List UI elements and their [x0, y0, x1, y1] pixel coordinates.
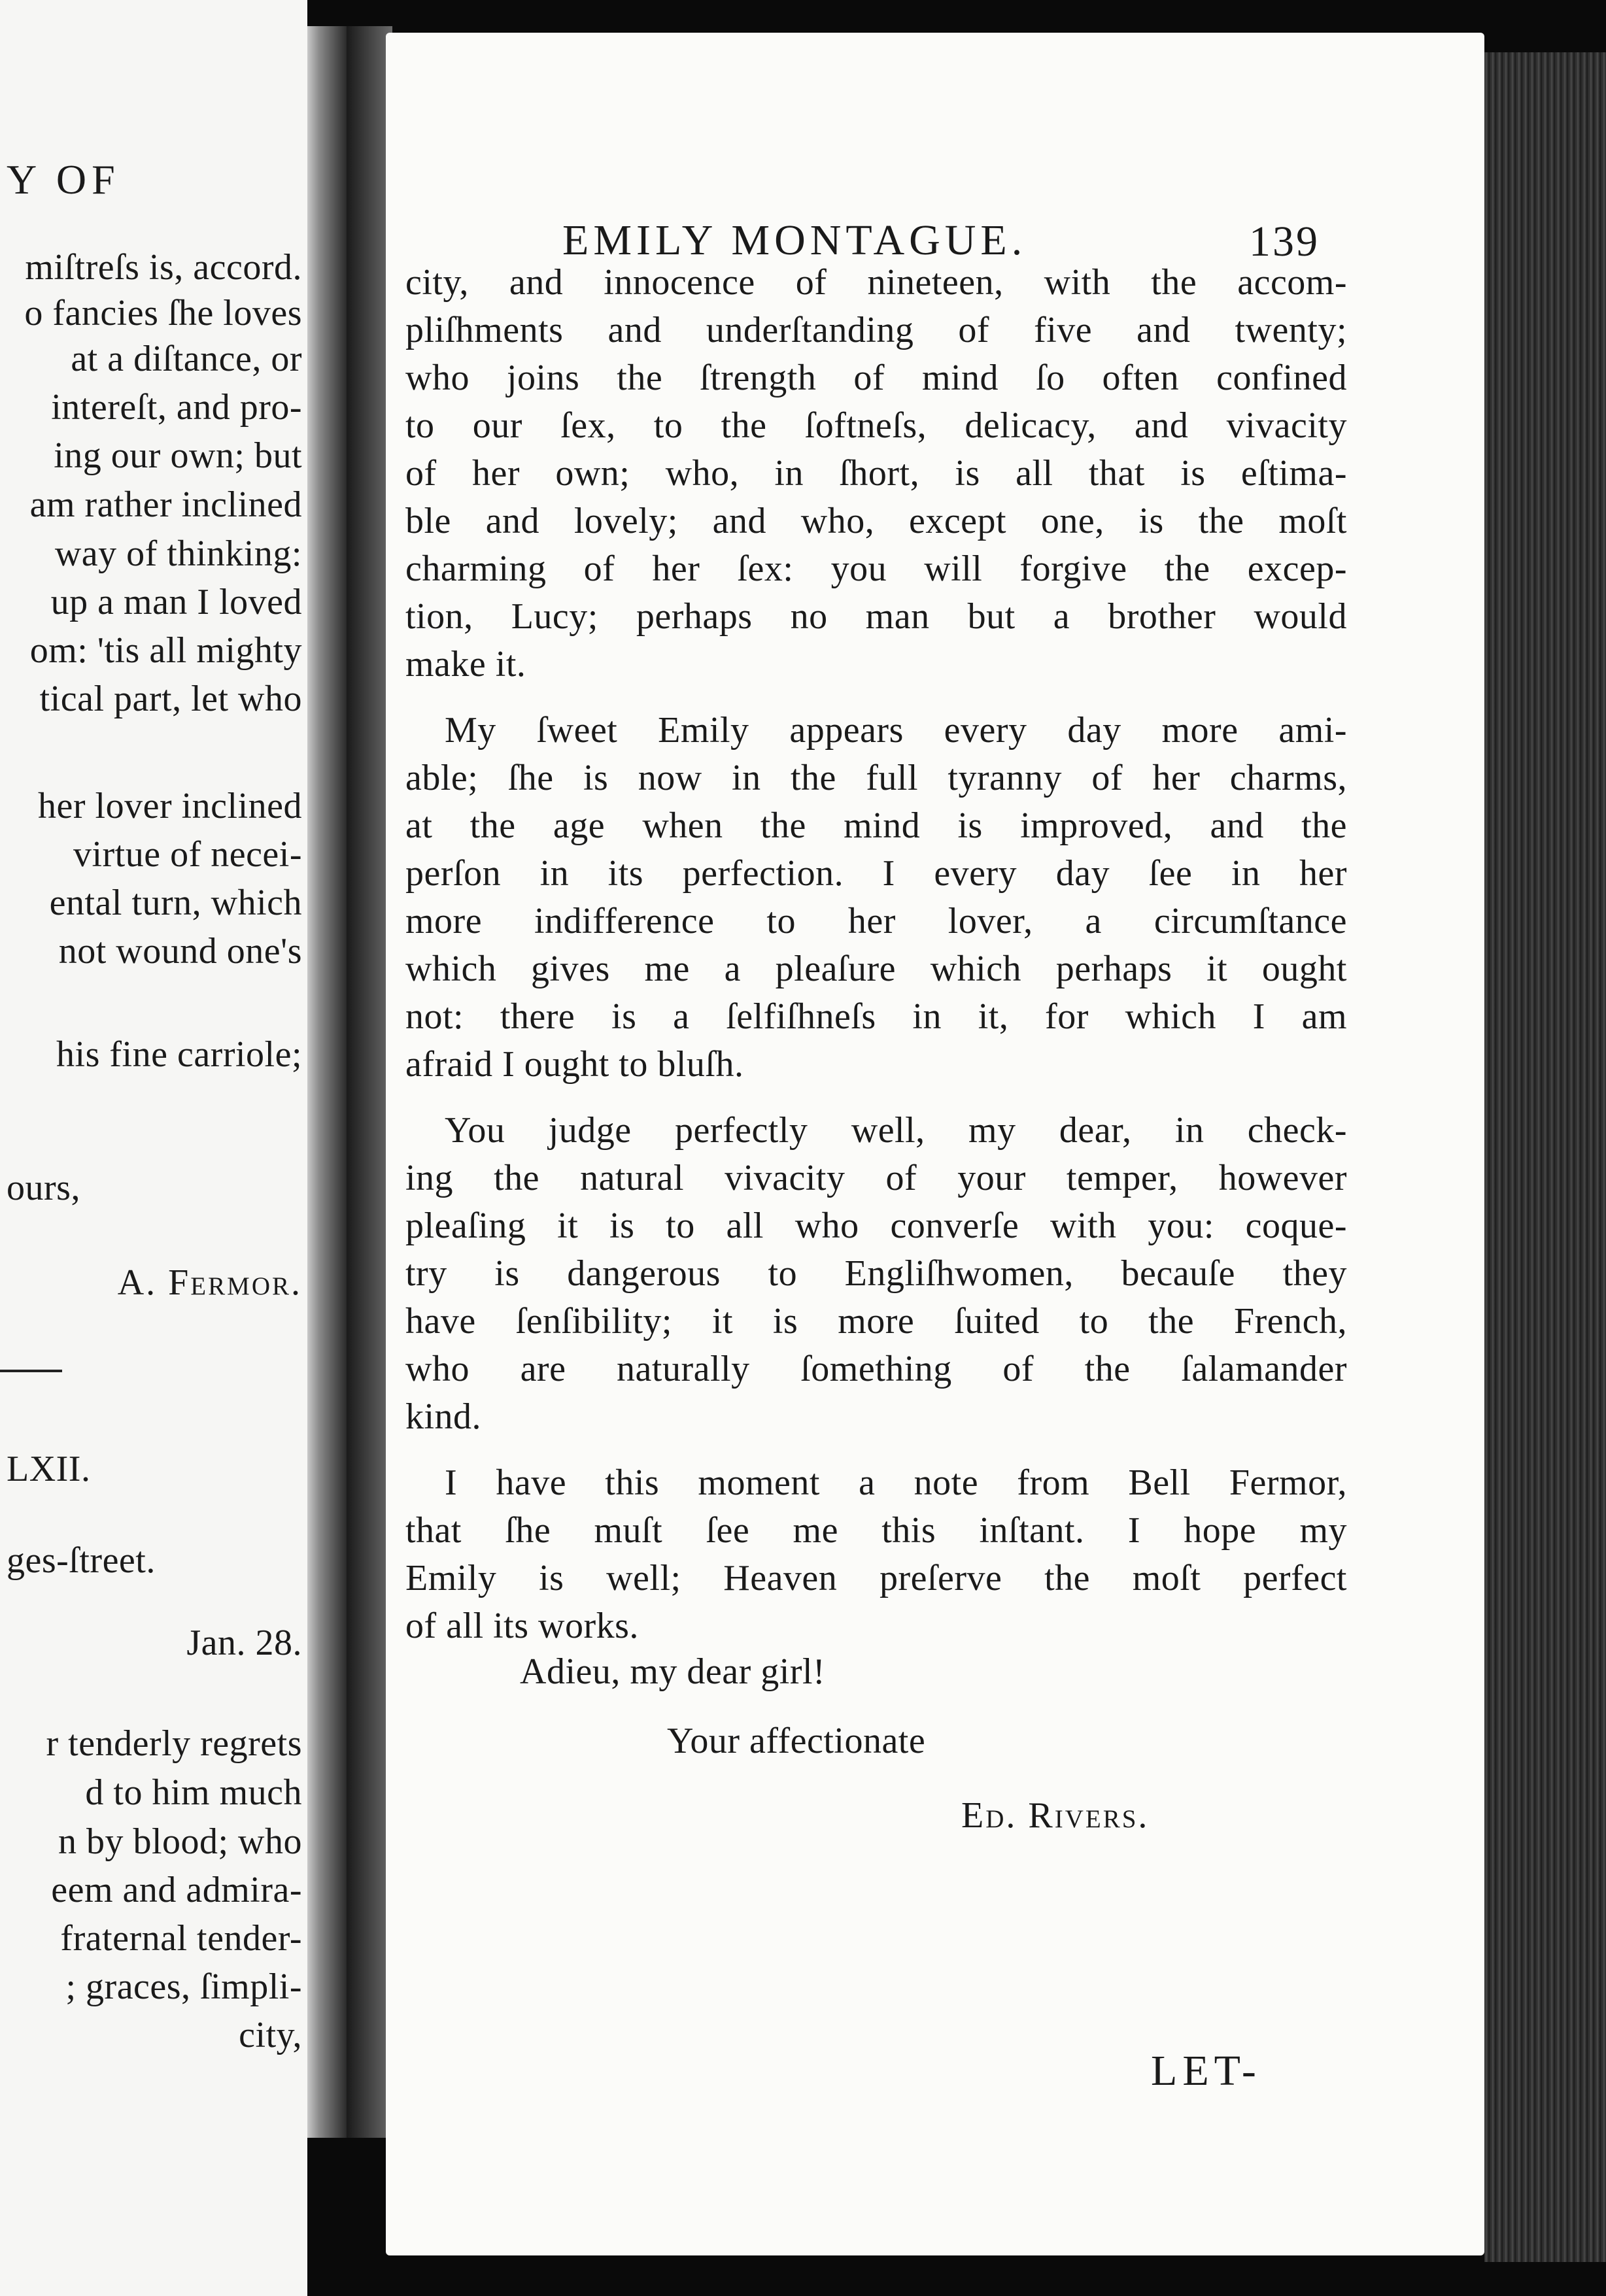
- left-date: Jan. 28.: [186, 1623, 302, 1663]
- body-line: which gives me a pleaſure which perhaps it ought: [405, 949, 1347, 989]
- page-edges: [1484, 52, 1606, 2262]
- left-line: intereſt, and pro-: [51, 387, 302, 428]
- body-line: not: there is a ſelfiſhneſs in it, for which I am: [405, 996, 1347, 1037]
- body-line: of all its works.: [405, 1606, 639, 1646]
- body-line: to our ſex, to the ſoftneſs, delicacy, and vivacity: [405, 405, 1347, 446]
- body-line: that ſhe muſt ſee me this inſtant. I hope my: [405, 1510, 1347, 1551]
- body-line: afraid I ought to bluſh.: [405, 1044, 744, 1085]
- body-line: who joins the ſtrength of mind ſo often confined: [405, 358, 1347, 398]
- body-line: who are naturally ſomething of the ſalamander: [405, 1349, 1347, 1389]
- signature: Ed. Rivers.: [961, 1795, 1150, 1836]
- body-line: more indifference to her lover, a circumſtance: [405, 901, 1347, 941]
- body-line: ble and lovely; and who, except one, is the moſt: [405, 501, 1347, 541]
- left-line: tical part, let who: [39, 679, 302, 719]
- left-line: r tenderly regrets: [46, 1723, 302, 1764]
- body-line: city, and innocence of nineteen, with the accom-: [405, 262, 1347, 303]
- book-gutter-shadow: [307, 26, 347, 2138]
- left-line: ing our own; but: [54, 435, 302, 476]
- valediction: Adieu, my dear girl!: [520, 1651, 826, 1692]
- left-line: om: 'tis all mighty: [29, 630, 302, 671]
- left-line: city,: [239, 2015, 302, 2055]
- body-line: tion, Lucy; perhaps no man but a brother would: [405, 596, 1347, 637]
- body-line: Emily is well; Heaven preſerve the moſt perfect: [405, 1558, 1347, 1598]
- catchword: LET-: [1151, 2047, 1261, 2095]
- running-head: EMILY MONTAGUE.: [562, 216, 1027, 264]
- left-line: way of thinking:: [54, 533, 302, 574]
- left-line: d to him much: [85, 1772, 302, 1813]
- left-line: up a man I loved: [50, 582, 302, 622]
- left-line: not wound one's: [58, 931, 302, 971]
- left-letter-number: LXII.: [7, 1449, 91, 1489]
- left-line: ours,: [7, 1168, 80, 1208]
- paragraph-start-line: I have this moment a note from Bell Fermor,: [445, 1462, 1347, 1503]
- left-line: eem and admira-: [51, 1870, 302, 1910]
- body-line: pleaſing it is to all who converſe with you: coque-: [405, 1206, 1347, 1246]
- left-line: o fancies ſhe loves: [24, 293, 302, 333]
- body-line: ing the natural vivacity of your temper, however: [405, 1158, 1347, 1198]
- body-line: kind.: [405, 1396, 482, 1437]
- section-rule: [0, 1370, 62, 1372]
- body-line: at the age when the mind is improved, and the: [405, 805, 1347, 846]
- left-signature: A. Fermor.: [117, 1262, 302, 1303]
- body-line: of her own; who, in ſhort, is all that is eſtima-: [405, 453, 1347, 494]
- paragraph-start-line: You judge perfectly well, my dear, in check-: [445, 1110, 1347, 1151]
- left-line: virtue of necei-: [73, 834, 302, 875]
- body-line: perſon in its perfection. I every day ſee in her: [405, 853, 1347, 894]
- left-line: his fine carriole;: [56, 1034, 302, 1075]
- left-line: miſtreſs is, accord.: [25, 247, 302, 288]
- right-page: [386, 33, 1484, 2255]
- left-line: n by blood; who: [58, 1821, 302, 1862]
- left-line: her lover inclined: [38, 786, 302, 826]
- left-line: fraternal tender-: [60, 1918, 302, 1959]
- body-line: make it.: [405, 644, 526, 684]
- paragraph-start-line: My ſweet Emily appears every day more ami-: [445, 710, 1347, 751]
- left-running-head: Y OF: [7, 156, 120, 203]
- left-line: at a diſtance, or: [71, 339, 302, 379]
- left-line: ges-ſtreet.: [7, 1540, 156, 1581]
- left-line: ; graces, ſimpli-: [65, 1967, 302, 2007]
- body-line: try is dangerous to Engliſhwomen, becauſe they: [405, 1253, 1347, 1294]
- body-line: pliſhments and underſtanding of five and twenty;: [405, 310, 1347, 350]
- complimentary-close: Your affectionate: [667, 1721, 926, 1761]
- body-line: have ſenſibility; it is more ſuited to the French,: [405, 1301, 1347, 1342]
- body-line: able; ſhe is now in the full tyranny of her charms,: [405, 758, 1347, 798]
- body-line: charming of her ſex: you will forgive the excep-: [405, 549, 1347, 589]
- left-page: [0, 0, 307, 2296]
- left-line: am rather inclined: [29, 484, 302, 525]
- page-number: 139: [1249, 218, 1320, 265]
- left-line: ental turn, which: [49, 883, 302, 923]
